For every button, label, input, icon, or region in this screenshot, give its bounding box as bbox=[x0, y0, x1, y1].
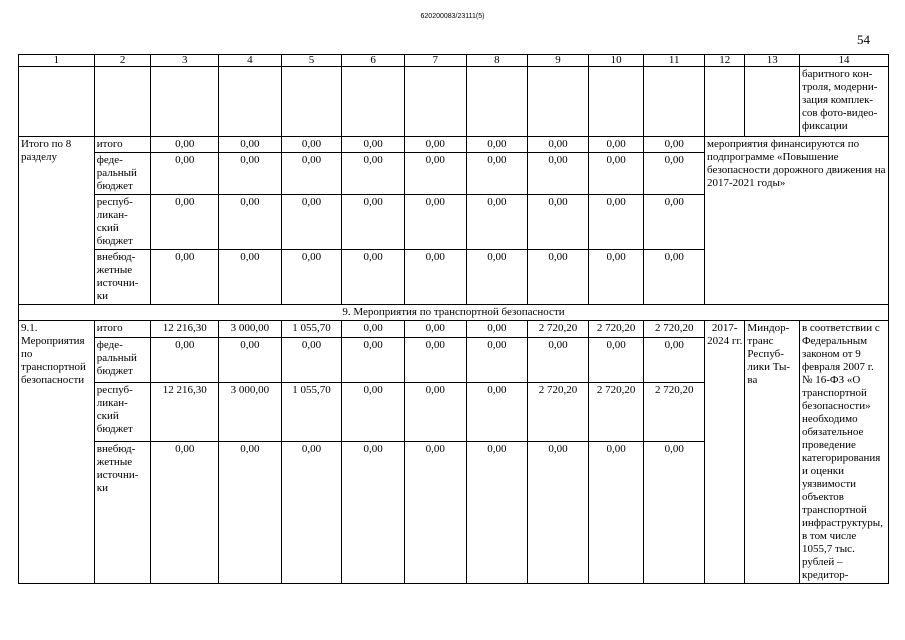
value-cell: 0,00 bbox=[588, 338, 644, 383]
value-cell: 0,00 bbox=[528, 250, 589, 305]
value-cell: 0,00 bbox=[281, 250, 342, 305]
value-cell: 0,00 bbox=[281, 441, 342, 583]
section-heading-row bbox=[19, 305, 889, 321]
value-cell: 0,00 bbox=[281, 153, 342, 195]
column-header-row bbox=[19, 55, 889, 67]
value-cell: 1 055,70 bbox=[281, 382, 342, 441]
value-cell: 0,00 bbox=[466, 321, 528, 338]
value-cell: 2 720,20 bbox=[588, 321, 644, 338]
measure-label: 9.1. Мероприятия по транспортной безопасности bbox=[19, 321, 95, 584]
value-cell: 0,00 bbox=[466, 250, 528, 305]
value-cell: 0,00 bbox=[219, 441, 282, 583]
value-cell: 0,00 bbox=[588, 137, 644, 153]
value-cell: 2 720,20 bbox=[528, 321, 589, 338]
table-row bbox=[19, 137, 889, 153]
value-cell: 0,00 bbox=[644, 441, 705, 583]
value-cell: 12 216,30 bbox=[151, 382, 219, 441]
value-cell: 0,00 bbox=[342, 195, 405, 250]
column-header: 10 bbox=[588, 55, 644, 67]
value-cell: 0,00 bbox=[342, 250, 405, 305]
value-cell: 0,00 bbox=[404, 441, 466, 583]
value-cell: 2 720,20 bbox=[644, 382, 705, 441]
section-title: 9. Мероприятия по транспортной безопасности bbox=[19, 305, 889, 321]
column-header: 5 bbox=[281, 55, 342, 67]
value-cell: 1 055,70 bbox=[281, 321, 342, 338]
value-cell: 0,00 bbox=[219, 250, 282, 305]
value-cell: 0,00 bbox=[588, 250, 644, 305]
value-cell: 0,00 bbox=[528, 153, 589, 195]
source-cell: феде-ральный бюджет bbox=[94, 153, 151, 195]
value-cell: 0,00 bbox=[342, 441, 405, 583]
value-cell: 0,00 bbox=[219, 195, 282, 250]
source-cell: феде-ральный бюджет bbox=[94, 338, 151, 383]
value-cell: 0,00 bbox=[342, 137, 405, 153]
value-cell: 0,00 bbox=[588, 153, 644, 195]
column-header: 9 bbox=[528, 55, 589, 67]
value-cell: 0,00 bbox=[466, 441, 528, 583]
value-cell: 0,00 bbox=[404, 250, 466, 305]
column-header: 13 bbox=[745, 55, 800, 67]
source-cell: внебюд-жетные источни-ки bbox=[94, 250, 151, 305]
value-cell: 0,00 bbox=[644, 250, 705, 305]
value-cell: 0,00 bbox=[404, 137, 466, 153]
value-cell: 0,00 bbox=[342, 382, 405, 441]
column-header: 7 bbox=[404, 55, 466, 67]
value-cell: 0,00 bbox=[466, 153, 528, 195]
value-cell: 0,00 bbox=[281, 195, 342, 250]
continuation-row bbox=[19, 67, 889, 137]
section-total-label: Итого по 8 разделу bbox=[19, 137, 95, 305]
value-cell: 0,00 bbox=[528, 441, 589, 583]
source-cell: респуб-ликан-ский бюджет bbox=[94, 195, 151, 250]
value-cell: 3 000,00 bbox=[219, 382, 282, 441]
page-number: 54 bbox=[857, 32, 870, 47]
value-cell: 0,00 bbox=[151, 441, 219, 583]
value-cell: 0,00 bbox=[281, 338, 342, 383]
value-cell: 0,00 bbox=[151, 153, 219, 195]
column-header: 11 bbox=[644, 55, 705, 67]
executor-cell: Миндор-транс Респуб-лики Ты-ва bbox=[745, 321, 800, 584]
justification-note: в соответствии с Федеральным законом от 9 февраля 2007 г. № 16-ФЗ «О транспортной безопасности» необходимо обязательное проведение категорирования и оценки уязвимости объектов транспортной инфраструктуры, в том числе 1055,7 тыс. рублей – кредитор- bbox=[799, 321, 888, 584]
column-header: 8 bbox=[466, 55, 528, 67]
value-cell: 0,00 bbox=[466, 382, 528, 441]
value-cell: 0,00 bbox=[151, 250, 219, 305]
column-header: 6 bbox=[342, 55, 405, 67]
value-cell: 0,00 bbox=[151, 137, 219, 153]
value-cell: 0,00 bbox=[466, 137, 528, 153]
value-cell: 0,00 bbox=[466, 338, 528, 383]
column-header: 14 bbox=[799, 55, 888, 67]
value-cell: 0,00 bbox=[466, 195, 528, 250]
value-cell: 0,00 bbox=[588, 441, 644, 583]
value-cell: 0,00 bbox=[219, 153, 282, 195]
value-cell: 0,00 bbox=[644, 195, 705, 250]
source-cell: итого bbox=[94, 321, 151, 338]
value-cell: 0,00 bbox=[528, 137, 589, 153]
continuation-note: баритного кон- троля, модерни- зация комплек- сов фото-видео- фиксации bbox=[799, 67, 888, 137]
source-cell: респуб-ликан-ский бюджет bbox=[94, 382, 151, 441]
value-cell: 3 000,00 bbox=[219, 321, 282, 338]
source-cell: внебюд-жетные источни-ки bbox=[94, 441, 151, 583]
column-header: 2 bbox=[94, 55, 151, 67]
value-cell: 0,00 bbox=[342, 338, 405, 383]
value-cell: 0,00 bbox=[404, 382, 466, 441]
value-cell: 0,00 bbox=[404, 195, 466, 250]
value-cell: 0,00 bbox=[404, 153, 466, 195]
value-cell: 2 720,20 bbox=[588, 382, 644, 441]
budget-table bbox=[18, 54, 889, 584]
value-cell: 0,00 bbox=[528, 338, 589, 383]
financing-note: мероприятия финансируются по подпрограмме «Повышение безопасности дорожного движения на 2017-2021 годы» bbox=[705, 137, 889, 305]
value-cell: 0,00 bbox=[219, 338, 282, 383]
value-cell: 2 720,20 bbox=[528, 382, 589, 441]
table-row bbox=[19, 321, 889, 338]
value-cell: 0,00 bbox=[151, 195, 219, 250]
column-header: 4 bbox=[219, 55, 282, 67]
value-cell: 0,00 bbox=[644, 338, 705, 383]
value-cell: 0,00 bbox=[588, 195, 644, 250]
column-header: 1 bbox=[19, 55, 95, 67]
source-cell: итого bbox=[94, 137, 151, 153]
value-cell: 0,00 bbox=[644, 137, 705, 153]
value-cell: 0,00 bbox=[404, 321, 466, 338]
column-header: 3 bbox=[151, 55, 219, 67]
value-cell: 0,00 bbox=[528, 195, 589, 250]
value-cell: 0,00 bbox=[219, 137, 282, 153]
value-cell: 0,00 bbox=[404, 338, 466, 383]
value-cell: 0,00 bbox=[281, 137, 342, 153]
period-cell: 2017-2024 гг. bbox=[705, 321, 745, 584]
value-cell: 0,00 bbox=[644, 153, 705, 195]
value-cell: 2 720,20 bbox=[644, 321, 705, 338]
value-cell: 0,00 bbox=[342, 321, 405, 338]
document-id: 620200083/23111(5) bbox=[420, 13, 485, 20]
column-header: 12 bbox=[705, 55, 745, 67]
value-cell: 0,00 bbox=[151, 338, 219, 383]
value-cell: 0,00 bbox=[342, 153, 405, 195]
value-cell: 12 216,30 bbox=[151, 321, 219, 338]
